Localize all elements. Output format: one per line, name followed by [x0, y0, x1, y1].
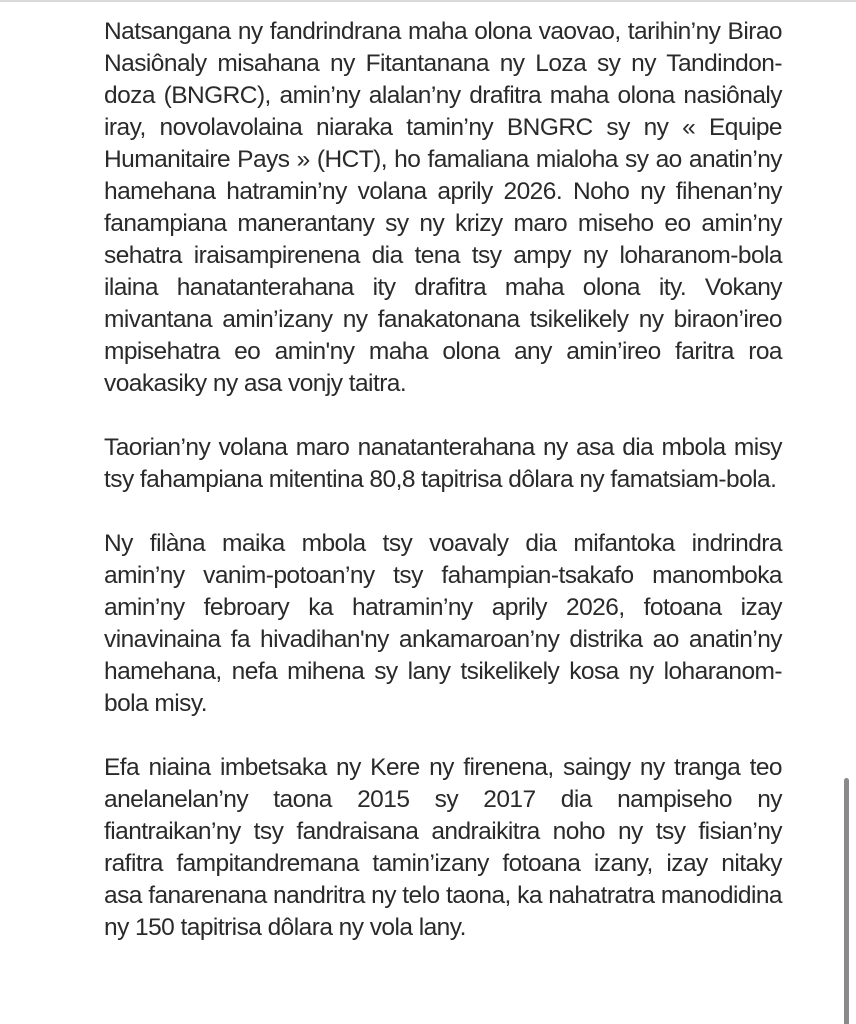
paragraph-3: Ny filàna maika mbola tsy voavaly dia mifantoka indrindra amin’ny vanim-potoan’ny tsy fahampian-tsakafo manomboka amin’ny febroary ka hatramin’ny aprily 2026, fotoana izay vinavinaina fa hivadihan'ny ankamaroan’ny distrika ao anatin’ny hamehana, nefa mihena sy lany tsikelikely kosa ny loharanom-bola misy.	[104, 530, 782, 717]
paragraph-1: Natsangana ny fandrindrana maha olona vaovao, tarihin’ny Birao Nasiônaly misahana ny Fitantanana ny Loza sy ny Tandindon-doza (BNGRC), amin’ny alalan’ny drafitra maha olona nasiônaly iray, novolavolaina niaraka tamin’ny BNGRC sy ny « Equipe Humanitaire Pays » (HCT), ho famaliana mialoha sy ao anatin’ny hamehana hatramin’ny volana aprily 2026. Noho ny fihenan’ny fanampiana manerantany sy ny krizy maro miseho eo amin’ny sehatra iraisampirenena dia tena tsy ampy ny loharanom-bola ilaina hanatanterahana ity drafitra maha olona ity. Vokany mivantana amin’izany ny fanakatonana tsikelikely ny biraon’ireo mpisehatra eo amin'ny maha olona any amin’ireo faritra roa voakasiky ny asa vonjy taitra.	[104, 18, 782, 397]
article-body	[104, 16, 782, 976]
top-divider	[0, 0, 856, 2]
vertical-scrollbar-thumb[interactable]	[844, 778, 849, 1024]
paragraph-2: Taorian’ny volana maro nanatanterahana ny asa dia mbola misy tsy fahampiana mitentina 80,8 tapitrisa dôlara ny famatsiam-bola.	[104, 434, 782, 493]
paragraph-4: Efa niaina imbetsaka ny Kere ny firenena, saingy ny tranga teo anelanelan’ny taona 2015 sy 2017 dia nampiseho ny fiantraikan’ny tsy fandraisana andraikitra noho ny tsy fisian’ny rafitra fampitandremana tamin’izany fotoana izany, izay nitaky asa fanarenana nandritra ny telo taona, ka nahatratra manodidina ny 150 tapitrisa dôlara ny vola lany.	[104, 754, 782, 941]
